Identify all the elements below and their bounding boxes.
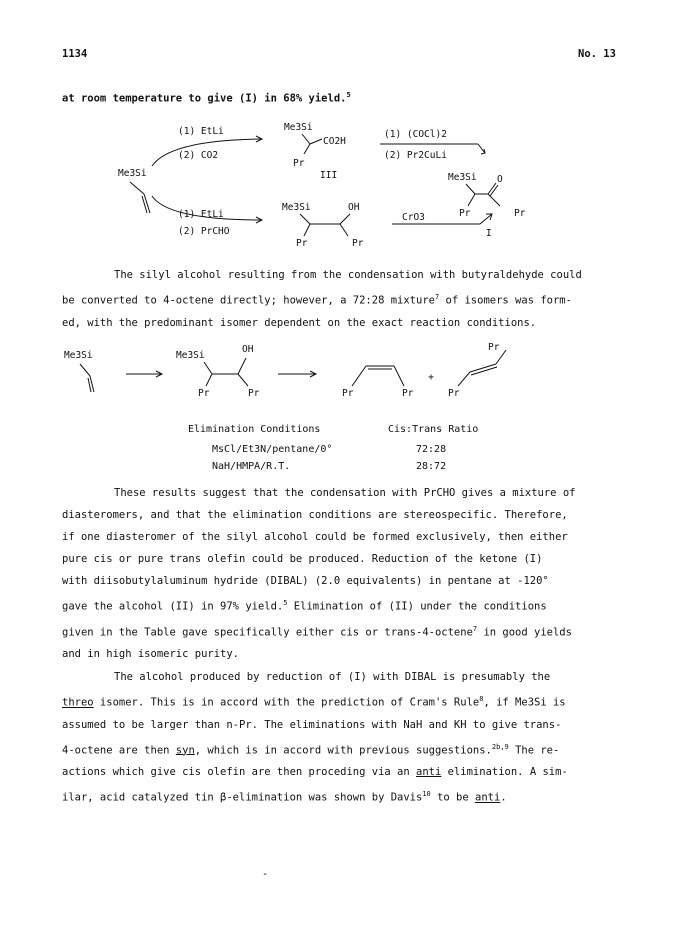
intro-ref: 5 xyxy=(346,91,351,99)
text-line xyxy=(62,783,618,809)
acid-step-2: (2) Pr2CuLi xyxy=(384,150,447,161)
alcohol-pr-1: Pr xyxy=(296,238,308,249)
issue-number: No. 13 xyxy=(578,48,616,60)
text-line: The alcohol produced by reduction of (I) with DIBAL is presumably the xyxy=(114,671,551,683)
scheme2-alcohol-oh: OH xyxy=(242,344,254,355)
ketone-bond xyxy=(466,184,475,194)
text-line: diasteromers, and that the elimination conditions are stereospecific. Therefore, xyxy=(62,509,568,521)
arrow-bend xyxy=(478,144,485,153)
table-cell: 28:72 xyxy=(416,461,447,472)
ketone-bond xyxy=(488,194,500,206)
text-line: assumed to be larger than n-Pr. The eliminations with NaH and KH to give trans- xyxy=(62,718,562,731)
text-line xyxy=(62,688,618,714)
text-span: , which is in accord with previous suggestions. xyxy=(194,744,492,756)
text-span: anti xyxy=(475,791,501,804)
upper-step-2: (2) CO2 xyxy=(178,150,219,161)
lower-step-2: (2) PrCHO xyxy=(178,226,230,237)
alcohol-bond xyxy=(304,224,310,236)
vinyl-bond xyxy=(144,194,150,213)
alcohol-pr-2: Pr xyxy=(352,238,364,249)
text-line xyxy=(62,592,618,618)
lower-step-1: (1) EtLi xyxy=(178,209,224,220)
alcohol-oh: OH xyxy=(348,202,360,213)
acid-si: Me3Si xyxy=(284,122,313,133)
cis-bond xyxy=(394,366,404,386)
text-line xyxy=(62,618,618,644)
cro3-reagent: CrO3 xyxy=(402,212,425,223)
text-line: ed, with the predominant isomer dependent on the exact reaction conditions. xyxy=(62,316,537,329)
intro-line xyxy=(62,91,351,105)
footnote-ref: 7 xyxy=(434,293,440,301)
text-span: syn xyxy=(175,744,195,756)
scheme2-alcohol-si: Me3Si xyxy=(176,350,205,361)
acid-bond xyxy=(302,134,310,144)
reaction-scheme-2 xyxy=(0,336,680,408)
footnote-ref: 7 xyxy=(472,624,478,633)
carbonyl-bond xyxy=(490,185,498,196)
ketone-bond xyxy=(468,194,475,206)
scheme1-start-si: Me3Si xyxy=(118,168,147,179)
text-span: anti xyxy=(416,766,442,778)
alcohol-bond xyxy=(238,374,248,386)
trans-pr-2: Pr xyxy=(488,342,500,353)
ketone-label: I xyxy=(486,228,492,239)
trans-bond xyxy=(458,372,470,386)
elimination-table-header-2: Cis:Trans Ratio xyxy=(388,424,479,435)
text-span: elimination. A sim- xyxy=(441,766,568,778)
text-span: to be xyxy=(430,791,476,804)
text-line: pure cis or pure trans olefin could be produced. Reduction of the ketone (I) xyxy=(62,553,543,565)
table-cell: NaH/HMPA/R.T. xyxy=(212,461,291,472)
plus-sign: + xyxy=(428,372,435,383)
text-line: if one diasteromer of the silyl alcohol could be formed exclusively, then either xyxy=(62,531,568,543)
vinyl-bond xyxy=(80,364,90,376)
text-span: , if Me3Si is xyxy=(483,696,566,709)
vinyl-double-bond xyxy=(142,196,147,213)
text-span: gave the alcohol (II) in 97% yield. xyxy=(62,600,284,613)
footnote-ref: 8 xyxy=(479,695,484,703)
text-line xyxy=(62,736,618,762)
reaction-scheme-1 xyxy=(0,110,680,250)
scheme2-alcohol-pr-1: Pr xyxy=(198,388,210,399)
scheme2-start-si: Me3Si xyxy=(64,350,93,361)
vinyl-bond xyxy=(130,182,144,194)
text-span: in good yields xyxy=(477,626,572,638)
text-span: The re- xyxy=(508,744,560,756)
cis-pr-2: Pr xyxy=(402,388,414,399)
alcohol-bond xyxy=(206,374,212,386)
paragraph-1 xyxy=(62,264,618,334)
intro-text: at room temperature to give (I) in 68% yield. xyxy=(62,92,347,105)
acid-bond xyxy=(310,139,322,144)
footnote-ref: 2b,9 xyxy=(491,742,509,751)
text-span: given in the Table gave specifically either cis or trans-4-octene xyxy=(62,626,473,638)
upper-step-1: (1) EtLi xyxy=(178,126,224,137)
ketone-si: Me3Si xyxy=(448,172,477,183)
text-span: be converted to 4-octene directly; however, a 72:28 mixture xyxy=(62,294,435,307)
text-line: These results suggest that the condensation with PrCHO gives a mixture of xyxy=(114,487,576,499)
text-line: and in high isomeric purity. xyxy=(62,648,240,660)
text-span: threo xyxy=(62,696,94,709)
alcohol-si: Me3Si xyxy=(282,202,311,213)
alcohol-bond xyxy=(238,358,246,374)
ketone-o: O xyxy=(497,174,503,185)
text-span: . xyxy=(500,791,507,804)
paragraph-2 xyxy=(62,482,618,665)
text-line xyxy=(62,286,618,312)
acid-step-1: (1) (COCl)2 xyxy=(384,129,447,140)
footnote-ref: 5 xyxy=(283,599,288,607)
cis-bond xyxy=(352,366,366,386)
text-span: Elimination of (II) under the conditions xyxy=(287,600,547,613)
text-span: actions which give cis olefin are then proceding via an xyxy=(62,766,417,778)
text-span: ilar, acid catalyzed tin β-elimination was shown by Davis xyxy=(62,791,423,804)
ketone-pr-2: Pr xyxy=(514,208,526,219)
text-span: 4-octene are then xyxy=(62,744,176,756)
alcohol-bond xyxy=(340,214,350,224)
acid-group: CO2H xyxy=(323,136,346,147)
scheme2-alcohol-pr-2: Pr xyxy=(248,388,260,399)
text-line xyxy=(62,761,618,783)
text-span: isomer. This is in accord with the prediction of Cram's Rule xyxy=(93,696,480,709)
elimination-table-header-1: Elimination Conditions xyxy=(188,424,321,435)
table-cell: MsCl/Et3N/pentane/0° xyxy=(212,444,333,455)
text-line: The silyl alcohol resulting from the condensation with butyraldehyde could xyxy=(114,269,582,281)
page-number: 1134 xyxy=(62,48,88,60)
acid-bond xyxy=(304,144,310,154)
alcohol-bond xyxy=(340,224,348,236)
text-span: of isomers was form- xyxy=(439,294,572,307)
table-cell: 72:28 xyxy=(416,444,447,455)
footnote-ref: 10 xyxy=(422,790,431,798)
carbonyl-bond xyxy=(488,183,496,194)
alcohol-bond xyxy=(300,214,310,224)
ketone-pr-1: Pr xyxy=(459,208,471,219)
footer-mark: - xyxy=(262,868,269,880)
text-line: with diisobutylaluminum hydride (DIBAL) (2.0 equivalents) in pentane at -120° xyxy=(62,575,549,587)
acid-label: III xyxy=(320,170,338,181)
trans-pr-1: Pr xyxy=(448,388,460,399)
acid-pr: Pr xyxy=(293,158,305,169)
cis-pr-1: Pr xyxy=(342,388,354,399)
alcohol-bond xyxy=(204,362,212,374)
paragraph-3 xyxy=(62,666,618,809)
